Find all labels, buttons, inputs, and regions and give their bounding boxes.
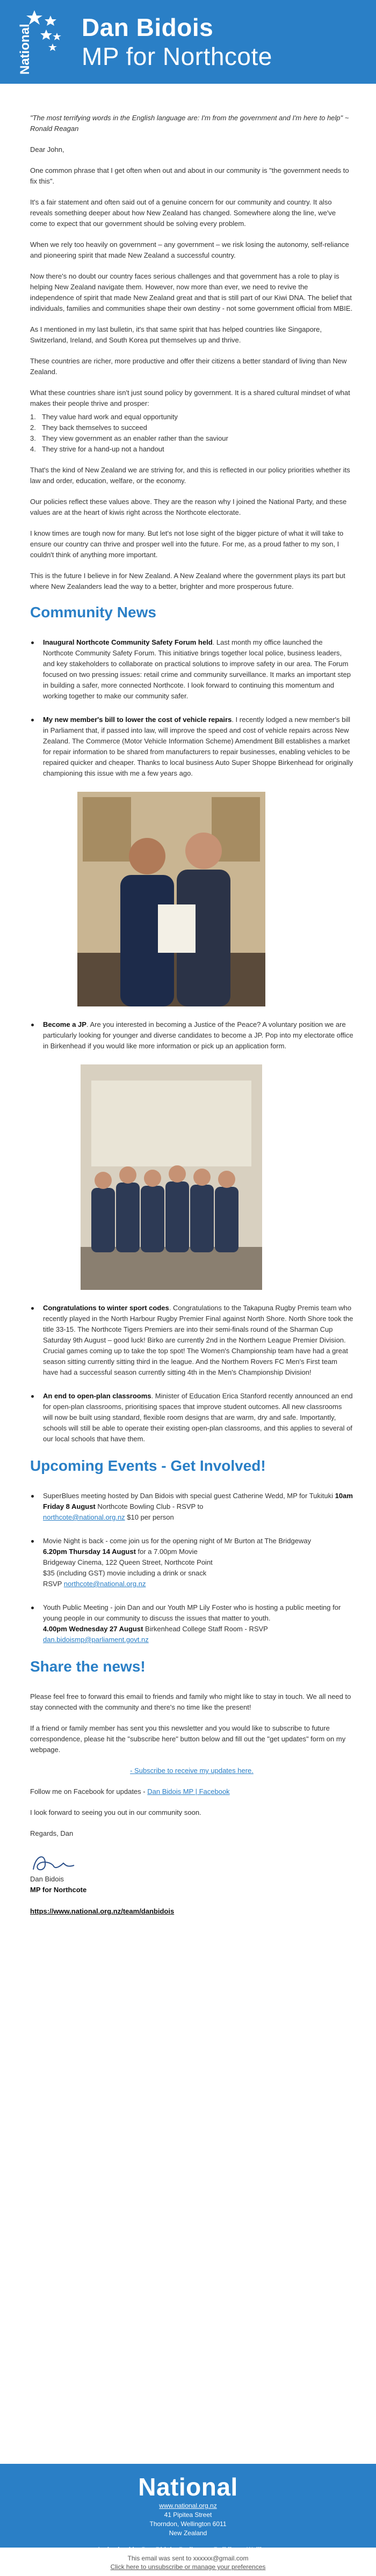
list-item: 1. They value hard work and equal opportunity xyxy=(30,413,178,421)
regards: Regards, Dan xyxy=(30,1829,74,1837)
national-logo xyxy=(9,8,68,76)
share-paragraph: If a friend or family member has sent you this newsletter and you would like to subscribe to future correspondence, please hit the "subscribe here" button below and fill out the "get updates" form on my webpage. xyxy=(30,1724,346,1754)
footer-website-link[interactable]: www.national.org.nz xyxy=(159,2502,217,2509)
intro-paragraph: When we rely too heavily on government – any government – we risk losing the autonomy, self-reliance and pioneering spirit that made New Zealand a successful country. xyxy=(30,240,349,259)
news-item: An end to open-plan classrooms. Minister of Education Erica Stanford recently announced an end for open-plan classrooms, prioritising spaces that improve student outcomes. All new classrooms will now be built using standard, flexible room designs that are warm, dry and safe. Importantly, schools will still be able to operate their existing open-plan classrooms, and this applies to several of our local schools that have them. xyxy=(30,1391,353,1444)
intro-paragraph: It's a fair statement and often said out of a genuine concern for our community and country. It also reveals something deeper about how New Zealand has changed. Somewhere along the line, we've come to expect that our government should be solving every problem. xyxy=(30,198,336,228)
opening-quote: "The most terrifying words in the English language are: I'm from the government and I'm here to help" ~ Ronald Reagan xyxy=(30,114,349,133)
news-item: Become a JP. Are you interested in becoming a Justice of the Peace? A voluntary position we are particularly looking for younger and diverse candidates to become a JP. Pop into my electorate office in Birkenhead if you would like more information or pick up an application form. xyxy=(30,1019,353,1052)
newsletter-body xyxy=(0,113,376,1917)
intro-paragraph: As I mentioned in my last bulletin, it's that same spirit that has helped countries like Singapore, Switzerland, Ireland, and South Korea put themselves up and thrive. xyxy=(30,325,322,344)
event-item: SuperBlues meeting hosted by Dan Bidois with special guest Catherine Wedd, MP for Tukituki 10am Friday 8 August Northcote Bowling Club - RSVP to northcote@national.org.nz $10 per person xyxy=(30,1491,353,1523)
greeting: Dear John, xyxy=(30,145,64,154)
list-item: 4. They strive for a hand-up not a handout xyxy=(30,445,164,453)
national-stars-icon xyxy=(9,8,68,76)
header-name: Dan Bidois xyxy=(82,13,214,41)
values-list xyxy=(30,412,353,455)
event-rsvp-email[interactable]: dan.bidoismp@parliament.govt.nz xyxy=(43,1636,149,1644)
intro-paragraph: This is the future I believe in for New Zealand. A New Zealand where the government plays its part but where New Zealanders lead the way to a better, brighter and more prosperous future. xyxy=(30,572,345,590)
svg-text:Dan: Dan xyxy=(52,1861,53,1862)
photo-dan-holding-bill xyxy=(77,792,265,1006)
intro-paragraph: Our policies reflect these values above. They are the reason why I joined the National Party, and these values are at the heart of kiwis right across the Northcote electorate. xyxy=(30,498,347,516)
news-item: Inaugural Northcote Community Safety Forum held. Last month my office launched the Northcote Community Safety Forum. This initiative brings together local police, business leaders, and key stakeholders to collaborate on practical solutions to improve safety in our area. The Forum focused on two pressing issues: retail crime and community surveillance. It marks an important step in building a safer, more connected Northcote. I look forward to continuing this momentum and working together to make our community safer. xyxy=(30,637,353,702)
footer-address: New Zealand xyxy=(169,2529,207,2537)
intro-paragraph: One common phrase that I get often when out and about in our community is "the government needs to fix this". xyxy=(30,166,349,185)
share-paragraph: I look forward to seeing you out in our community soon. xyxy=(30,1808,201,1816)
news-item: Congratulations to winter sport codes. Congratulations to the Takapuna Rugby Premis team who recently played in the North Harbour Rugby Premier Final against North Shore. North Shore took the title 33-15. The Northcote Tigers Premiers are into their semi-finals round of the Sharman Cup Saturday 9th August – good luck! Birko are currently 2nd in the Northern League Premier Division. Crucial games coming up to take the top spot! The Women's Championship team have had a great season sitting currently sitting third in the league. And the Northern Rovers FC Men's First team have had a successful season currently sitting 4th in the Men's Championship Division! xyxy=(30,1303,353,1378)
intro-paragraph: Now there's no doubt our country faces serious challenges and that government has a role to play is helping New Zealand navigate them. However, now more than ever, we need to revive the independence of spirit that made New Zealand great and that is still part of our Kiwi DNA. The belief that individuals, families and communities shape their own destiny - not some government official from MBIE. xyxy=(30,272,353,312)
footer-logo: National xyxy=(138,2473,238,2501)
footer-address: 41 Pipitea Street xyxy=(164,2511,212,2519)
share-title: Share the news! xyxy=(30,1658,146,1675)
community-news-list-2 xyxy=(30,1019,353,1052)
events-list xyxy=(30,1491,353,1645)
list-item: 3. They view government as an enabler rather than the saviour xyxy=(30,434,228,442)
signature xyxy=(30,1849,353,1874)
sent-to-line: This email was sent to xxxxxx@gmail.com xyxy=(127,2555,249,2562)
signature-role: MP for Northcote xyxy=(30,1886,87,1894)
events-title: Upcoming Events - Get Involved! xyxy=(30,1457,266,1474)
website-link[interactable]: https://www.national.org.nz/team/danbidois xyxy=(30,1907,175,1915)
signature-name: Dan Bidois xyxy=(30,1875,64,1883)
intro-paragraph: These countries are richer, more productive and offer their citizens a better standard of living than New Zealand. xyxy=(30,357,347,376)
footer-address: Thorndon, Wellington 6011 xyxy=(149,2520,227,2528)
intro-paragraph: What these countries share isn't just sound policy by government. It is a shared cultural mindset of what makes their people thrive and prosper: xyxy=(30,389,350,407)
facebook-line: Follow me on Facebook for updates - Dan Bidois MP | Facebook xyxy=(30,1787,230,1796)
intro-paragraph: That's the kind of New Zealand we are striving for, and this is reflected in our policy priorities whether its law and order, education, welfare, or the economy. xyxy=(30,466,350,485)
unsubscribe-area xyxy=(0,2554,376,2571)
header-titles xyxy=(82,13,272,71)
event-rsvp-email[interactable]: northcote@national.org.nz xyxy=(63,1580,146,1588)
intro-paragraph: I know times are tough now for many. But let's not lose sight of the bigger picture of what it will take to ensure our country can thrive and prosper well into the future. For me, as a proud father to my son, I couldn't think of anything more important. xyxy=(30,529,344,559)
event-item: Youth Public Meeting - join Dan and our Youth MP Lily Foster who is hosting a public meeting for young people in our community to discuss the issues that matter to youth. 4.00pm Wednesday 27 August Birkenhead College Staff Room - RSVP dan.bidoismp@parliament.govt.nz xyxy=(30,1602,353,1645)
event-item: Movie Night is back - come join us for the opening night of Mr Burton at The Bridgeway 6.20pm Thursday 14 August for a 7.00pm Movie Bridgeway Cinema, 122 Queen Street, Northcote Point $35 (including GST) movie including a drink or snack RSVP northcote@national.org.nz xyxy=(30,1536,353,1589)
footer-authorisation: Authorised by Dan Bidois, Parliament Buildings, Wellington xyxy=(96,2546,280,2553)
community-news-list-3 xyxy=(30,1303,353,1444)
community-news-title: Community News xyxy=(30,604,156,621)
header-role: MP for Northcote xyxy=(82,42,272,70)
newsletter-header xyxy=(0,0,376,84)
share-paragraph: Please feel free to forward this email to friends and family who might like to stay in touch. We all need to stay connected with the community and there's no time like the present! xyxy=(30,1692,351,1711)
subscribe-link[interactable]: - Subscribe to receive my updates here. xyxy=(130,1767,254,1775)
event-rsvp-email[interactable]: northcote@national.org.nz xyxy=(43,1513,125,1521)
list-item: 2. They back themselves to succeed xyxy=(30,424,147,432)
photo-group-safety-forum xyxy=(81,1064,262,1290)
news-item: My new member's bill to lower the cost of vehicle repairs. I recently lodged a new member's bill in Parliament that, if passed into law, will improve the speed and cost of vehicle repairs across New Zealand. The Commerce (Motor Vehicle Information Scheme) Amendment Bill establishes a market for repair information to be shared from manufacturers to repair businesses, enabling vehicles to be repaired quicker and cheaper. Thanks to local business Auto Super Shoppe Birkenhead for originally championing this issue with me a few years ago. xyxy=(30,714,353,779)
logo-wordmark: National xyxy=(18,24,32,75)
facebook-link[interactable]: Dan Bidois MP | Facebook xyxy=(147,1787,230,1796)
community-news-list xyxy=(30,637,353,779)
unsubscribe-link[interactable]: Click here to unsubscribe or manage your preferences xyxy=(110,2563,266,2571)
newsletter-footer xyxy=(0,2464,376,2553)
